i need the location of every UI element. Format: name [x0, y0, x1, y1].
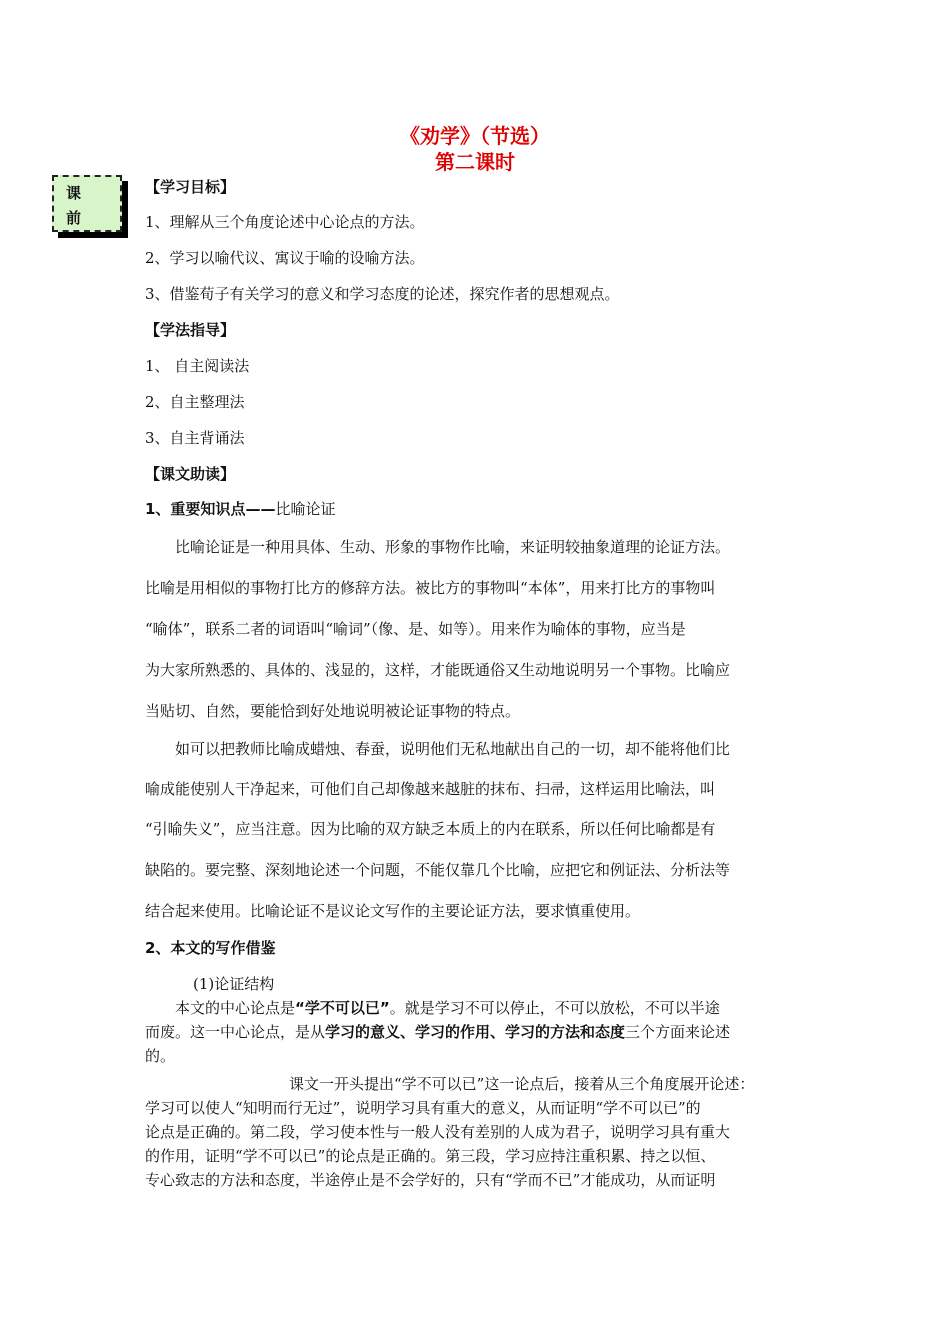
paragraph-line: 论点是正确的。第二段，学习使本性与一般人没有差别的人成为君子，说明学习具有重大: [145, 1123, 731, 1141]
paragraph-line: 当贴切、自然，要能恰到好处地说明被论证事物的特点。: [145, 702, 521, 720]
methods-heading: 【学法指导】: [145, 321, 236, 339]
paragraph-line: 的。: [145, 1047, 176, 1065]
goal-item: 1、理解从三个角度论述中心论点的方法。: [145, 213, 425, 231]
paragraph-line: 结合起来使用。比喻论证不是议论文写作的主要论证方法，要求慎重使用。: [145, 902, 641, 920]
method-item: 2、自主整理法: [145, 393, 245, 411]
three-aspects: 学习的意义、学习的作用、学习的方法和态度: [325, 1023, 626, 1041]
lesson-subtitle: 第二课时: [435, 150, 515, 174]
paragraph-line: 如可以把教师比喻成蜡烛、春蚕，说明他们无私地献出自己的一切，却不能将他们比: [145, 740, 731, 758]
method-item: 3、自主背诵法: [145, 429, 245, 447]
paragraph-line: 的作用，证明“学不可以已”的论点是正确的。第三段，学习应持注重积累、持之以恒、: [145, 1147, 716, 1165]
goals-heading: 【学习目标】: [145, 178, 236, 196]
paragraph-line: 学习可以使人“知明而行无过”，说明学习具有重大的意义，从而证明“学不可以已”的: [145, 1099, 701, 1117]
paragraph-line: 比喻论证是一种用具体、生动、形象的事物作比喻，来证明较抽象道理的论证方法。: [145, 538, 731, 556]
paragraph-line: 课文一开头提出“学不可以已”这一论点后，接着从三个角度展开论述：: [289, 1075, 755, 1093]
paragraph-line: 为大家所熟悉的、具体的、浅显的，这样，才能既通俗又生动地说明另一个事物。比喻应: [145, 661, 731, 679]
goal-item: 3、借鉴荀子有关学习的意义和学习态度的论述，探究作者的思想观点。: [145, 285, 620, 303]
paragraph-line: [175, 998, 720, 1018]
central-thesis: “学不可以已”: [295, 999, 390, 1017]
text-run: 。就是学习不可以停止，不可以放松，不可以半途: [389, 999, 720, 1017]
document-title: 《劝学》（节选）: [400, 124, 550, 148]
paragraph-line: 专心致志的方法和态度，半途停止是不会学好的，只有“学而不已”才能成功，从而证明: [145, 1171, 716, 1189]
section-2-heading: 2、本文的写作借鉴: [145, 939, 276, 957]
section-1-topic: 比喻论证: [275, 500, 336, 518]
paragraph-line: [145, 1022, 730, 1042]
goal-item: 2、学习以喻代议、寓议于喻的设喻方法。: [145, 249, 425, 267]
paragraph-line: “引喻失义”，应当注意。因为比喻的双方缺乏本质上的内在联系，所以任何比喻都是有: [145, 820, 716, 838]
guide-heading: 【课文助读】: [145, 465, 236, 483]
text-run: 本文的中心论点是: [175, 999, 296, 1017]
paragraph-line: 缺陷的。要完整、深刻地论述一个问题，不能仅靠几个比喻，应把它和例证法、分析法等: [145, 861, 731, 879]
badge-char-1: 课: [66, 184, 82, 202]
method-item: 1、 自主阅读法: [145, 357, 250, 375]
section-1-bold: 1、重要知识点——: [145, 500, 276, 518]
paragraph-line: 比喻是用相似的事物打比方的修辞方法。被比方的事物叫“本体”，用来打比方的事物叫: [145, 579, 716, 597]
paragraph-line: 喻成能使别人干净起来，可他们自己却像越来越脏的抹布、扫帚，这样运用比喻法，叫: [145, 780, 716, 798]
text-run: 三个方面来论述: [625, 1023, 731, 1041]
paragraph-line: “喻体”，联系二者的词语叫“喻词”（像、是、如等）。用来作为喻体的事物，应当是: [145, 620, 686, 638]
subsection-heading: (1)论证结构: [193, 975, 275, 993]
section-badge: [52, 175, 122, 232]
section-1-heading: [145, 499, 335, 519]
badge-char-2: 前: [66, 209, 82, 227]
text-run: 而废。这一中心论点，是从: [145, 1023, 326, 1041]
